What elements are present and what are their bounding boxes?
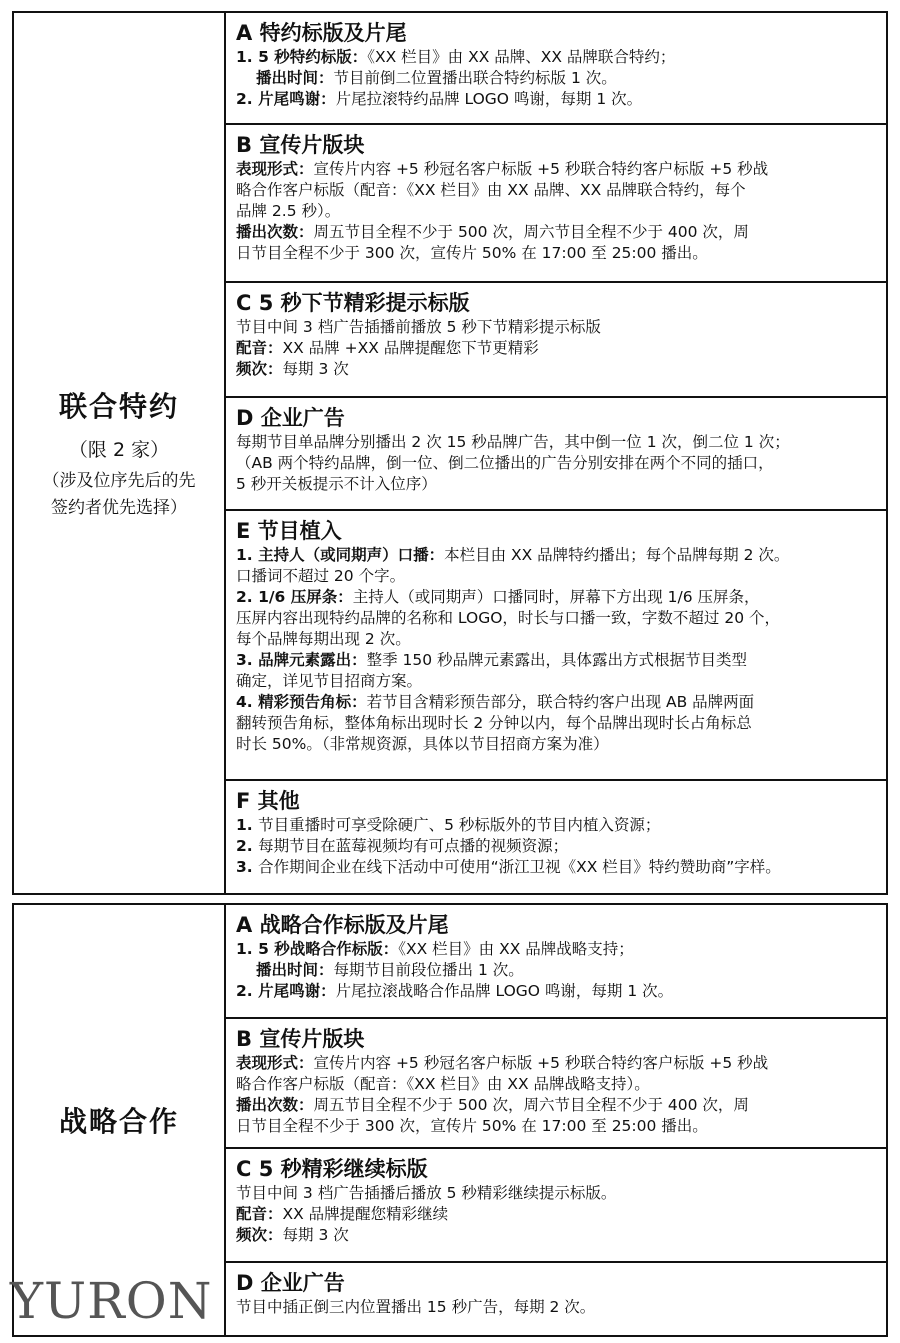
line-label: 2. 1/6 压屏条：: [236, 588, 353, 606]
section-line: [236, 1095, 878, 1116]
line-label: 表现形式：: [236, 1054, 314, 1072]
section-line: [236, 243, 878, 264]
line-text: 周五节目全程不少于 500 次，周六节目全程不少于 400 次，周: [313, 1096, 749, 1114]
line-text: 若节目含精彩预告部分，联合特约客户出现 AB 品牌两面: [366, 693, 755, 711]
section-title: C 5 秒下节精彩提示标版: [236, 291, 470, 315]
note-line: （涉及位序先后的先: [42, 470, 196, 491]
line-label: 播出时间：: [256, 961, 334, 979]
section-cell: [226, 398, 886, 511]
line-label: 播出次数：: [236, 223, 314, 241]
line-label: 1. 5 秒战略合作标版：: [236, 940, 399, 958]
line-text: 时长 50%。（非常规资源，具体以节目招商方案为准）: [236, 735, 609, 753]
strategic-cooperation-details: [226, 905, 886, 1335]
line-label: 频次：: [236, 1226, 283, 1244]
section-line: [236, 629, 878, 650]
line-label: 1. 主持人（或同期声）口播：: [236, 546, 445, 564]
line-label: 2. 片尾鸣谢：: [236, 982, 336, 1000]
section-line: [236, 1053, 878, 1074]
line-text: XX 品牌提醒您精彩继续: [282, 1205, 449, 1223]
line-text: 每期节目前段位播出 1 次。: [333, 961, 524, 979]
section-line: [236, 68, 878, 89]
section-cell: [226, 1263, 886, 1335]
line-text: 每期 3 次: [282, 1226, 349, 1244]
section-title: D 企业广告: [236, 1271, 345, 1295]
section-line: [236, 960, 878, 981]
section-cell: [226, 125, 886, 283]
joint-sponsorship-label: 联合特约: [58, 389, 179, 423]
line-text: 每期 3 次: [282, 360, 349, 378]
section-line: [236, 566, 878, 587]
section-title: F 其他: [236, 789, 300, 813]
line-text: 主持人（或同期声）口播同时，屏幕下方出现 1/6 压屏条，: [352, 588, 760, 606]
line-text: 宣传片内容 +5 秒冠名客户标版 +5 秒联合特约客户标版 +5 秒战: [313, 1054, 769, 1072]
strategic-cooperation-label: 战略合作: [58, 1105, 179, 1138]
section-line: [236, 453, 878, 474]
section-line: [236, 608, 878, 629]
line-text: 确定，详见节目招商方案。: [236, 672, 423, 690]
section-title: B 宣传片版块: [236, 1027, 365, 1051]
line-text: 整季 150 秒品牌元素露出，具体露出方式根据节目类型: [366, 651, 748, 669]
line-text: 日节目全程不少于 300 次，宣传片 50% 在 17:00 至 25:00 播出。: [236, 244, 708, 262]
line-text: 合作期间企业在线下活动中可使用“浙江卫视《XX 栏目》特约赞助商”字样。: [258, 858, 781, 876]
section-title: C 5 秒精彩继续标版: [236, 1157, 428, 1181]
line-text: 略合作客户标版（配音：《XX 栏目》由 XX 品牌战略支持）。: [236, 1075, 650, 1093]
section-line: [236, 1297, 878, 1318]
section-line: [236, 201, 878, 222]
line-text: 片尾拉滚特约品牌 LOGO 鸣谢，每期 1 次。: [335, 90, 643, 108]
line-text: 口播词不超过 20 个字。: [236, 567, 406, 585]
joint-sponsorship-limit: （限 2 家）: [68, 438, 170, 461]
line-label: 2.: [236, 837, 259, 855]
section-line: [236, 159, 878, 180]
section-cell: [226, 1149, 886, 1263]
line-text: 片尾拉滚战略合作品牌 LOGO 鸣谢，每期 1 次。: [335, 982, 674, 1000]
line-text: 翻转预告角标，整体角标出现时长 2 分钟以内，每个品牌出现时长占角标总: [236, 714, 752, 732]
note-line: 签约者优先选择）: [51, 497, 187, 518]
line-text: 《XX 栏目》由 XX 品牌、XX 品牌联合特约；: [367, 48, 676, 66]
line-label: 表现形式：: [236, 160, 314, 178]
section-line: [236, 857, 878, 878]
line-text: 每个品牌每期出现 2 次。: [236, 630, 411, 648]
line-text: 节目中插正倒三内位置播出 15 秒广告，每期 2 次。: [236, 1298, 596, 1316]
section-line: [236, 89, 878, 110]
strategic-cooperation-label-cell: [14, 905, 226, 1335]
section-line: [236, 981, 878, 1002]
joint-sponsorship-label-cell: [14, 13, 226, 893]
line-text: （AB 两个特约品牌，倒一位、倒二位播出的广告分别安排在两个不同的插口，: [236, 454, 774, 472]
line-label: 2. 片尾鸣谢：: [236, 90, 336, 108]
line-label: 1.: [236, 816, 259, 834]
section-line: [236, 815, 878, 836]
section-cell: [226, 13, 886, 125]
section-line: [236, 545, 878, 566]
joint-sponsorship-details: [226, 13, 886, 893]
line-text: 品牌 2.5 秒）。: [236, 202, 341, 220]
line-label: 3.: [236, 858, 259, 876]
line-text: 节目中间 3 档广告插播前播放 5 秒下节精彩提示标版: [236, 318, 601, 336]
line-text: 节目重播时可享受除硬广、5 秒标版外的节目内植入资源；: [258, 816, 661, 834]
section-line: [236, 222, 878, 243]
section-line: [236, 1116, 878, 1137]
section-cell: [226, 1019, 886, 1149]
line-label: 频次：: [236, 360, 283, 378]
section-title: A 战略合作标版及片尾: [236, 913, 449, 937]
section-line: [236, 713, 878, 734]
section-line: [236, 939, 878, 960]
section-line: [236, 47, 878, 68]
section-line: [236, 1225, 878, 1246]
joint-sponsorship-table: [12, 11, 888, 895]
line-text: 节目中间 3 档广告插播后播放 5 秒精彩继续提示标版。: [236, 1184, 617, 1202]
line-text: 周五节目全程不少于 500 次，周六节目全程不少于 400 次，周: [313, 223, 749, 241]
line-label: 配音：: [236, 339, 283, 357]
line-label: 1. 5 秒特约标版：: [236, 48, 368, 66]
section-title: E 节目植入: [236, 519, 342, 543]
line-text: 略合作客户标版（配音：《XX 栏目》由 XX 品牌、XX 品牌联合特约，每个: [236, 181, 746, 199]
section-line: [236, 432, 878, 453]
section-title: B 宣传片版块: [236, 133, 365, 157]
line-text: 宣传片内容 +5 秒冠名客户标版 +5 秒联合特约客户标版 +5 秒战: [313, 160, 769, 178]
section-line: [236, 1183, 878, 1204]
section-cell: [226, 781, 886, 893]
section-line: [236, 1074, 878, 1095]
section-line: [236, 474, 878, 495]
section-line: [236, 671, 878, 692]
line-text: 日节目全程不少于 300 次，宣传片 50% 在 17:00 至 25:00 播出。: [236, 1117, 708, 1135]
section-line: [236, 692, 878, 713]
section-title: A 特约标版及片尾: [236, 21, 407, 45]
section-line: [236, 1204, 878, 1225]
line-text: XX 品牌 +XX 品牌提醒您下节更精彩: [282, 339, 539, 357]
line-text: 节目前倒二位置播出联合特约标版 1 次。: [333, 69, 617, 87]
line-text: 压屏内容出现特约品牌的名称和 LOGO，时长与口播一致，字数不超过 20 个，: [236, 609, 781, 627]
line-label: 配音：: [236, 1205, 283, 1223]
line-text: 5 秒开关板提示不计入位序）: [236, 475, 437, 493]
yuron-watermark: YURON: [10, 1272, 213, 1330]
section-line: [236, 650, 878, 671]
section-line: [236, 734, 878, 755]
section-line: [236, 338, 878, 359]
section-cell: [226, 905, 886, 1019]
section-line: [236, 359, 878, 380]
section-cell: [226, 511, 886, 781]
line-text: 每期节目单品牌分别播出 2 次 15 秒品牌广告，其中倒一位 1 次，倒二位 1 次；: [236, 433, 790, 451]
line-text: 每期节目在蓝莓视频均有可点播的视频资源；: [258, 837, 569, 855]
section-line: [236, 317, 878, 338]
line-label: 播出时间：: [256, 69, 334, 87]
line-label: 4. 精彩预告角标：: [236, 693, 367, 711]
section-title: D 企业广告: [236, 406, 345, 430]
line-text: 《XX 栏目》由 XX 品牌战略支持；: [398, 940, 634, 958]
joint-sponsorship-note: [37, 468, 202, 522]
line-label: 3. 品牌元素露出：: [236, 651, 367, 669]
section-line: [236, 836, 878, 857]
line-label: 播出次数：: [236, 1096, 314, 1114]
section-line: [236, 587, 878, 608]
section-line: [236, 180, 878, 201]
line-text: 本栏目由 XX 品牌特约播出；每个品牌每期 2 次。: [444, 546, 790, 564]
section-cell: [226, 283, 886, 398]
